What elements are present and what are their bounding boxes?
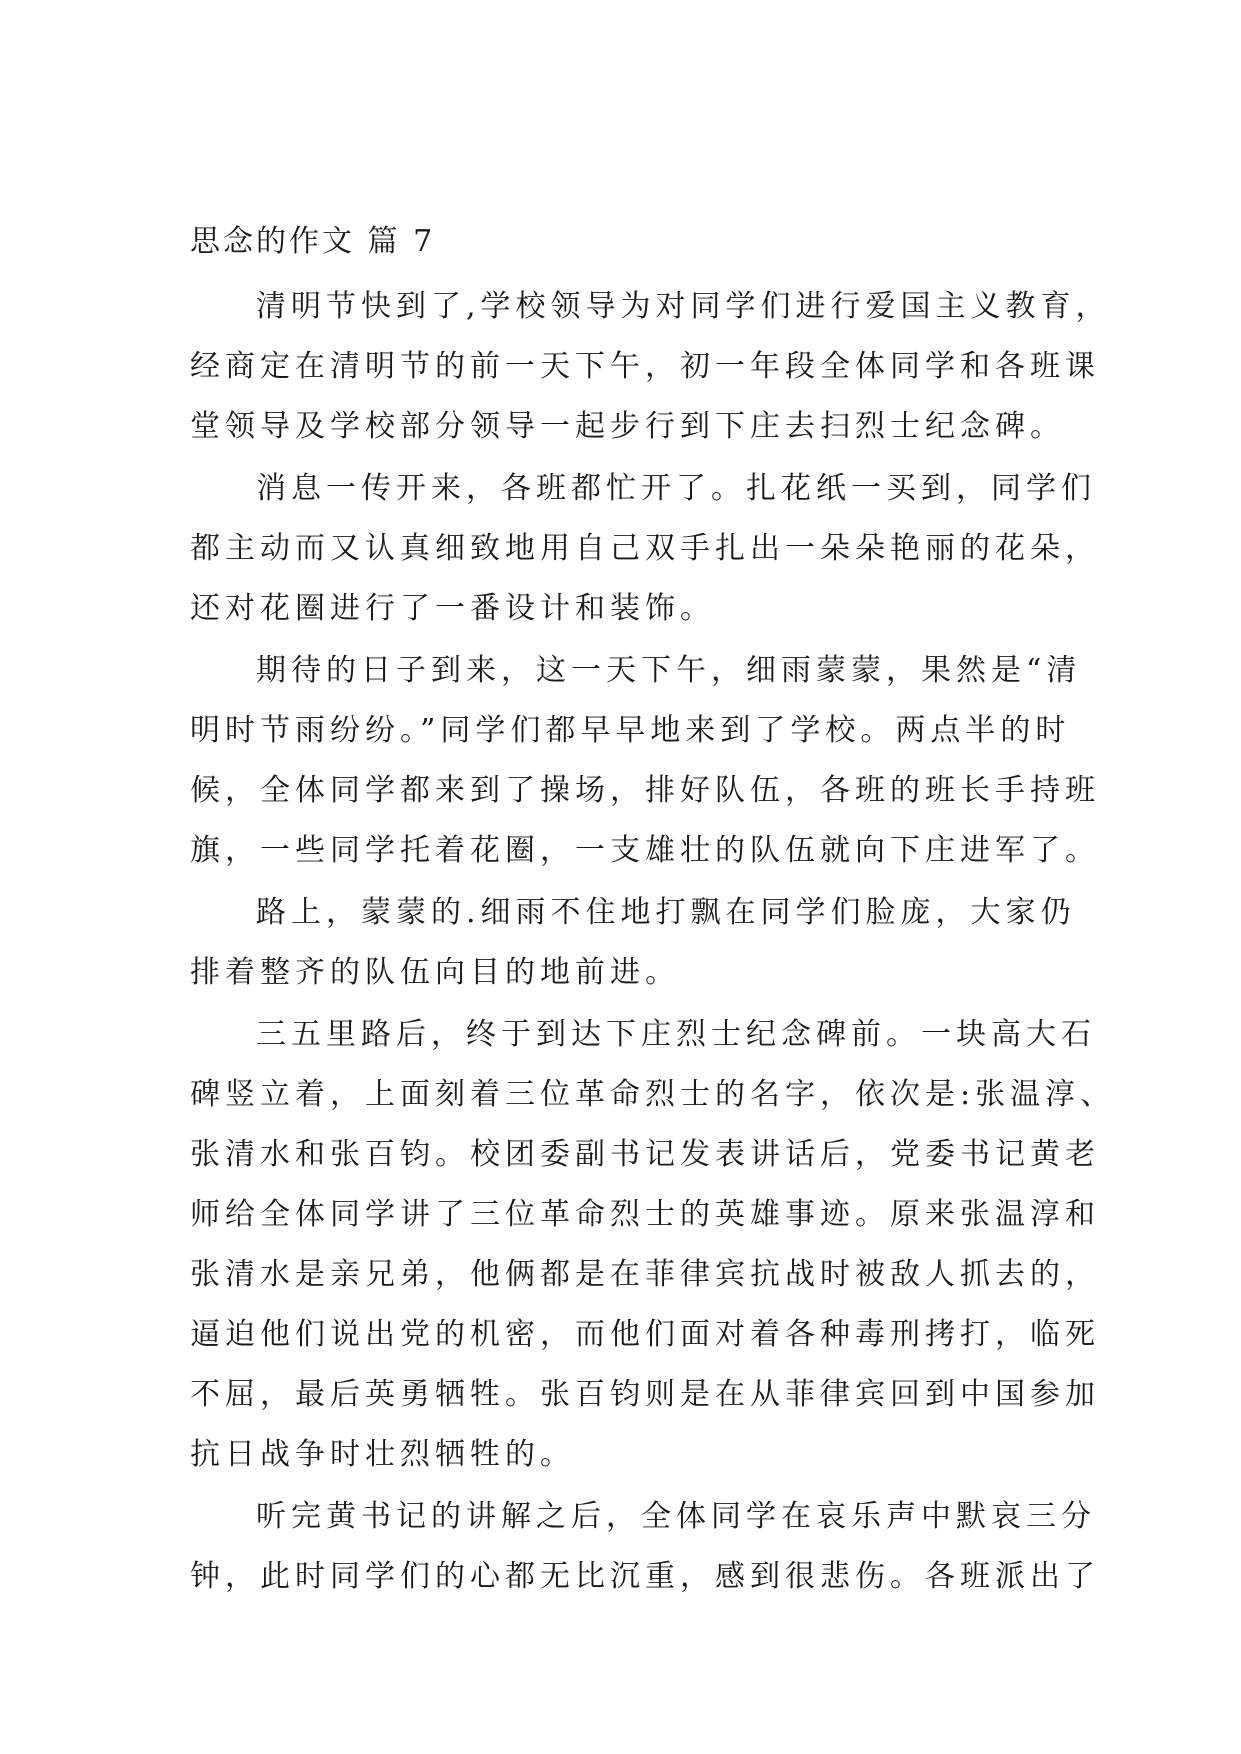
text-line: 排着整齐的队伍向目的地前进。 [190, 955, 680, 990]
text-line: 期待的日子到来，这一天下午，细雨蒙蒙，果然是“清 [256, 653, 1082, 688]
text-line: 三五里路后，终于到达下庄烈士纪念碑前。一块高大石 [256, 1017, 1096, 1052]
text-line: 逼迫他们说出党的机密，而他们面对着各种毒刑拷打，临死 [190, 1317, 1100, 1352]
text-line: 经商定在清明节的前一天下午，初一年段全体同学和各班课 [190, 349, 1100, 384]
text-line: 钟，此时同学们的心都无比沉重，感到很悲伤。各班派出了 [190, 1559, 1100, 1594]
text-line: 张清水和张百钧。校团委副书记发表讲话后，党委书记黄老 [190, 1137, 1100, 1172]
text-line: 抗日战争时壮烈牺牲的。 [190, 1437, 575, 1472]
text-line: 听完黄书记的讲解之后，全体同学在哀乐声中默哀三分 [256, 1499, 1096, 1534]
text-line: 消息一传开来，各班都忙开了。扎花纸一买到，同学们 [256, 471, 1096, 506]
text-line: 还对花圈进行了一番设计和装饰。 [190, 591, 715, 626]
text-line: 碑竖立着，上面刻着三位革命烈士的名字，依次是:张温淳、 [190, 1077, 1116, 1112]
text-line: 旗，一些同学托着花圈，一支雄壮的队伍就向下庄进军了。 [190, 833, 1100, 868]
text-line: 路上，蒙蒙的.细雨不住地打飘在同学们脸庞，大家仍 [256, 895, 1076, 930]
text-line: 清明节快到了,学校领导为对同学们进行爱国主义教育， [256, 289, 1111, 324]
text-line: 都主动而又认真细致地用自己双手扎出一朵朵艳丽的花朵， [190, 531, 1100, 566]
text-line: 师给全体同学讲了三位革命烈士的英雄事迹。原来张温淳和 [190, 1197, 1100, 1232]
text-line: 张清水是亲兄弟，他俩都是在菲律宾抗战时被敌人抓去的， [190, 1257, 1100, 1292]
text-line: 明时节雨纷纷。”同学们都早早地来到了学校。两点半的时 [190, 713, 1071, 748]
text-line: 候，全体同学都来到了操场，排好队伍，各班的班长手持班 [190, 773, 1100, 808]
essay-title: 思念的作文 篇 7 [190, 224, 436, 259]
text-line: 不屈，最后英勇牺牲。张百钧则是在从菲律宾回到中国参加 [190, 1377, 1100, 1412]
text-line: 堂领导及学校部分领导一起步行到下庄去扫烈士纪念碑。 [190, 409, 1065, 444]
